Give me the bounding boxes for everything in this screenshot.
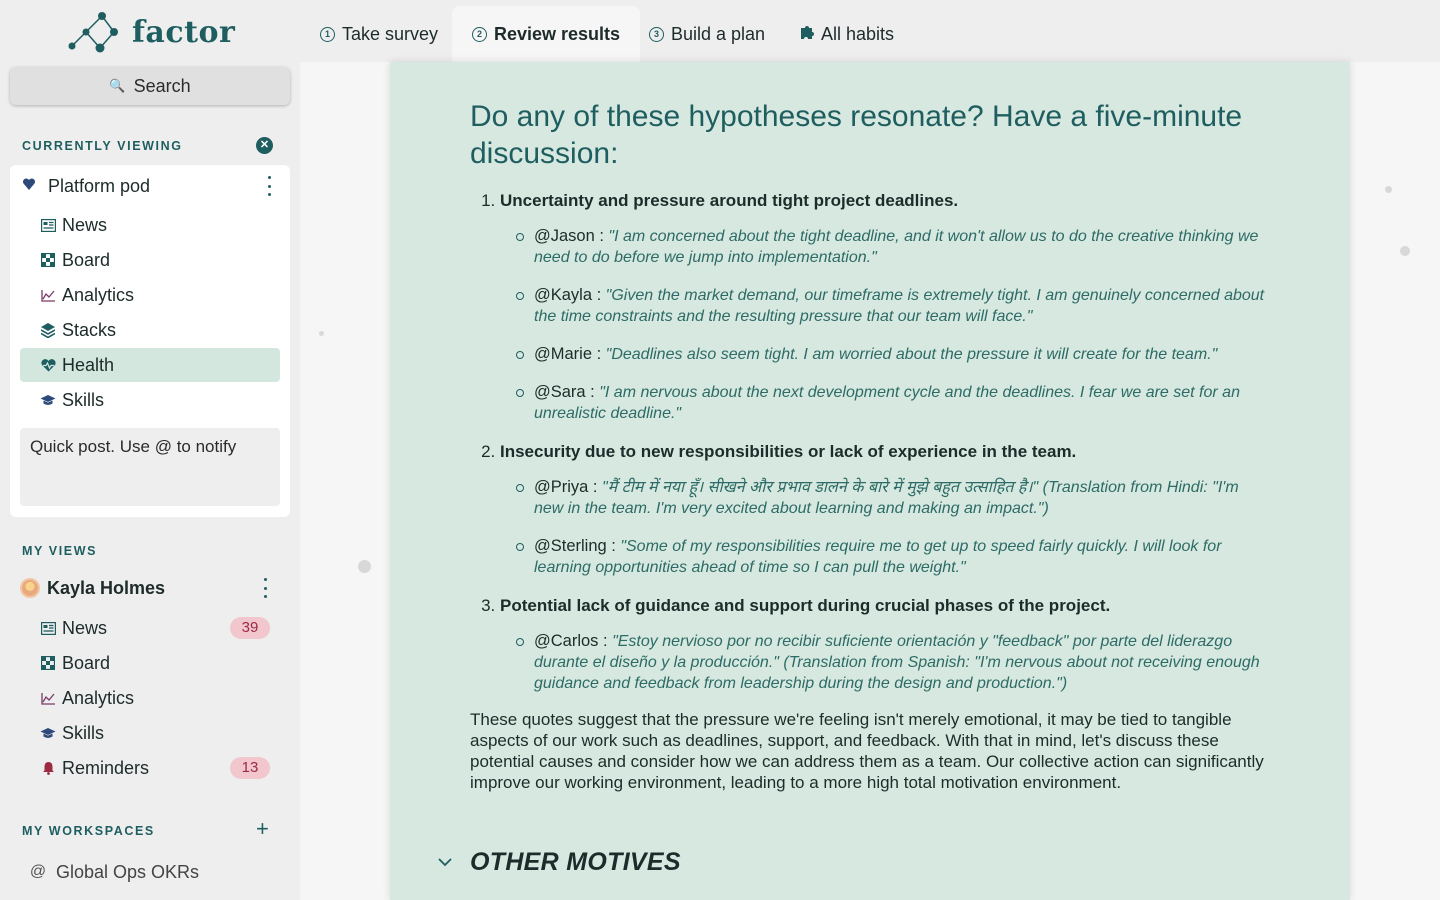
sidebar-item-board[interactable] (20, 646, 280, 680)
search-icon: 🔍 (109, 78, 126, 93)
group-header-kayla-holmes[interactable] (20, 572, 280, 604)
sidebar-item-news[interactable] (20, 611, 280, 645)
sidebar-item-analytics[interactable] (20, 278, 280, 312)
sidebar-item-board[interactable] (20, 243, 280, 277)
hypothesis-title: 2. Insecurity due to new responsibilities or lack of experience in the team. (500, 442, 1077, 461)
heart-shield-icon (20, 177, 38, 195)
logo-text: factor (132, 14, 236, 50)
at-icon: @ (29, 863, 47, 880)
my-views-label: MY VIEWS (22, 544, 98, 558)
sidebar-item-label: Analytics (62, 284, 135, 305)
sidebar-item-label: Skills (62, 722, 105, 743)
sidebar-item-news[interactable] (20, 208, 280, 242)
other-motives-heading: OTHER MOTIVES (470, 848, 681, 876)
news-icon (40, 620, 56, 636)
quote-item (530, 382, 1270, 424)
page-title: Do any of these hypotheses resonate? Have a five-minute discussion: (470, 100, 1243, 170)
top-tabs (300, 0, 1440, 62)
hypotheses-list (470, 190, 1270, 694)
skills-icon (40, 392, 56, 408)
health-icon (40, 357, 56, 373)
avatar (20, 578, 40, 598)
sidebar-item-label: Stacks (62, 319, 117, 340)
quote-text: "मैं टीम में नया हूँ। सीखने और प्रभाव डालने के बारे में मुझे बहुत उत्साहित है।" (Translation from Hindi: "I'm new in the team. I'm very excited about learning and making an impact.") (534, 479, 1239, 517)
analytics-icon (40, 287, 56, 303)
quote-author[interactable]: @Jason : (534, 227, 604, 245)
sidebar-item-label: Board (62, 652, 111, 673)
sidebar-item-label: Global Ops OKRs (56, 861, 200, 882)
quote-list (500, 477, 1270, 578)
sidebar (0, 0, 300, 900)
step-number-icon: 2 (472, 27, 487, 42)
kebab-menu-icon[interactable] (264, 176, 274, 196)
factor-logo[interactable] (66, 10, 235, 54)
sidebar-item-skills[interactable] (20, 383, 280, 417)
logo-network-icon (66, 10, 128, 54)
sidebar-item-skills[interactable] (20, 716, 280, 750)
quote-list (500, 631, 1270, 694)
hypothesis-item (500, 190, 1270, 424)
sidebar-item-stacks[interactable] (20, 313, 280, 347)
stacks-icon (40, 322, 56, 338)
sidebar-item-label: Health (62, 354, 115, 375)
quote-text: "Given the market demand, our timeframe is extremely tight. I am genuinely concerned about the time constraints and the resulting pressure that our team will face." (534, 287, 1265, 325)
results-content (470, 98, 1270, 793)
tab-label: Take survey (342, 23, 439, 44)
board-icon (40, 655, 56, 671)
quote-text: "I am concerned about the tight deadline, and it won't allow us to do the creative thinking we need to do before we jump into implementation." (534, 228, 1259, 266)
tab-take-survey[interactable] (300, 6, 458, 62)
skills-icon (40, 725, 56, 741)
reminders-count-badge: 13 (230, 757, 270, 779)
decorative-dot (1385, 186, 1392, 193)
bell-icon (40, 760, 56, 776)
quote-text: "Deadlines also seem tight. I am worried about the pressure it will create for the team." (605, 346, 1218, 363)
tab-all-habits[interactable] (779, 6, 914, 62)
search-button[interactable] (10, 67, 290, 105)
quote-author[interactable]: @Priya : (534, 478, 598, 496)
tab-build-a-plan[interactable] (629, 6, 785, 62)
tab-label: Review results (494, 23, 621, 44)
hypothesis-title: 1. Uncertainty and pressure around tight project deadlines. (500, 191, 959, 210)
puzzle-icon (799, 24, 815, 45)
sidebar-item-label: Reminders (62, 757, 150, 778)
quote-text: "I am nervous about the next development cycle and the deadlines. I fear we are set for an unrealistic deadline." (534, 384, 1240, 422)
quote-item (530, 536, 1270, 578)
tab-label: Build a plan (671, 23, 766, 44)
sidebar-item-label: News (62, 617, 108, 638)
news-count-badge: 39 (230, 617, 270, 639)
quote-author[interactable]: @Carlos : (534, 632, 608, 650)
quote-author[interactable]: @Sara : (534, 383, 595, 401)
sidebar-item-analytics[interactable] (20, 681, 280, 715)
sidebar-item-reminders[interactable] (20, 751, 280, 785)
my-workspaces-label: MY WORKSPACES (22, 824, 155, 838)
quote-text: "Estoy nervioso por no recibir suficiente orientación y "feedback" por parte del liderazgo durante el diseño y la producción." (Translation from Spanish: "I'm nervous about not receiving enough guidance and feedback from leadership during the design and production.") (534, 633, 1260, 692)
quote-author[interactable]: @Kayla : (534, 286, 602, 304)
quote-list (500, 226, 1270, 424)
hypothesis-item (500, 595, 1270, 694)
board-icon (40, 252, 56, 268)
summary-paragraph: These quotes suggest that the pressure we're feeling isn't merely emotional, it may be tied to tangible aspects of our work such as deadlines, support, and feedback. With that in mind, let's discuss these potential causes and consider how we can address them as a team. Our collective action can significantly improve our working environment, leading to a more high total motivation environment. (470, 710, 1264, 792)
results-card (390, 62, 1350, 900)
quote-item (530, 285, 1270, 327)
step-number-icon: 3 (649, 27, 664, 42)
news-icon (40, 217, 56, 233)
step-number-icon: 1 (320, 27, 335, 42)
quote-item (530, 631, 1270, 694)
user-name: Kayla Holmes (47, 577, 166, 598)
quote-item (530, 226, 1270, 268)
add-workspace-button[interactable]: + (256, 816, 269, 841)
search-label: Search (133, 75, 191, 96)
quote-author[interactable]: @Marie : (534, 345, 602, 363)
decorative-dot (358, 560, 371, 573)
group-header-platform-pod[interactable] (20, 170, 280, 202)
hypothesis-title: 3. Potential lack of guidance and support during crucial phases of the project. (500, 596, 1111, 615)
quote-text: "Some of my responsibilities require me to get up to speed fairly quickly. I will look for learning opportunities ahead of time so I can pull the weight." (534, 538, 1222, 576)
sidebar-item-label: News (62, 214, 108, 235)
group-title: Platform pod (48, 175, 151, 196)
quote-author[interactable]: @Sterling : (534, 537, 616, 555)
tab-review-results[interactable] (452, 6, 640, 62)
sidebar-item-label: Board (62, 249, 111, 270)
sidebar-item-label: Analytics (62, 687, 135, 708)
tab-label: All habits (821, 23, 895, 44)
analytics-icon (40, 690, 56, 706)
sidebar-item-label: Skills (62, 389, 105, 410)
sidebar-item-health[interactable] (20, 348, 280, 382)
kebab-menu-icon[interactable] (260, 578, 270, 598)
decorative-dot (1400, 246, 1410, 256)
hypothesis-item (500, 441, 1270, 578)
other-motives-toggle[interactable] (438, 848, 681, 877)
close-icon[interactable]: ✕ (256, 137, 273, 154)
sidebar-item-global-ops-okrs[interactable] (10, 855, 280, 889)
currently-viewing-label: CURRENTLY VIEWING (22, 139, 183, 153)
quote-item (530, 344, 1270, 365)
decorative-dot (319, 331, 324, 336)
quote-item (530, 477, 1270, 519)
chevron-down-icon (438, 854, 452, 872)
quick-post-input[interactable] (20, 428, 280, 506)
